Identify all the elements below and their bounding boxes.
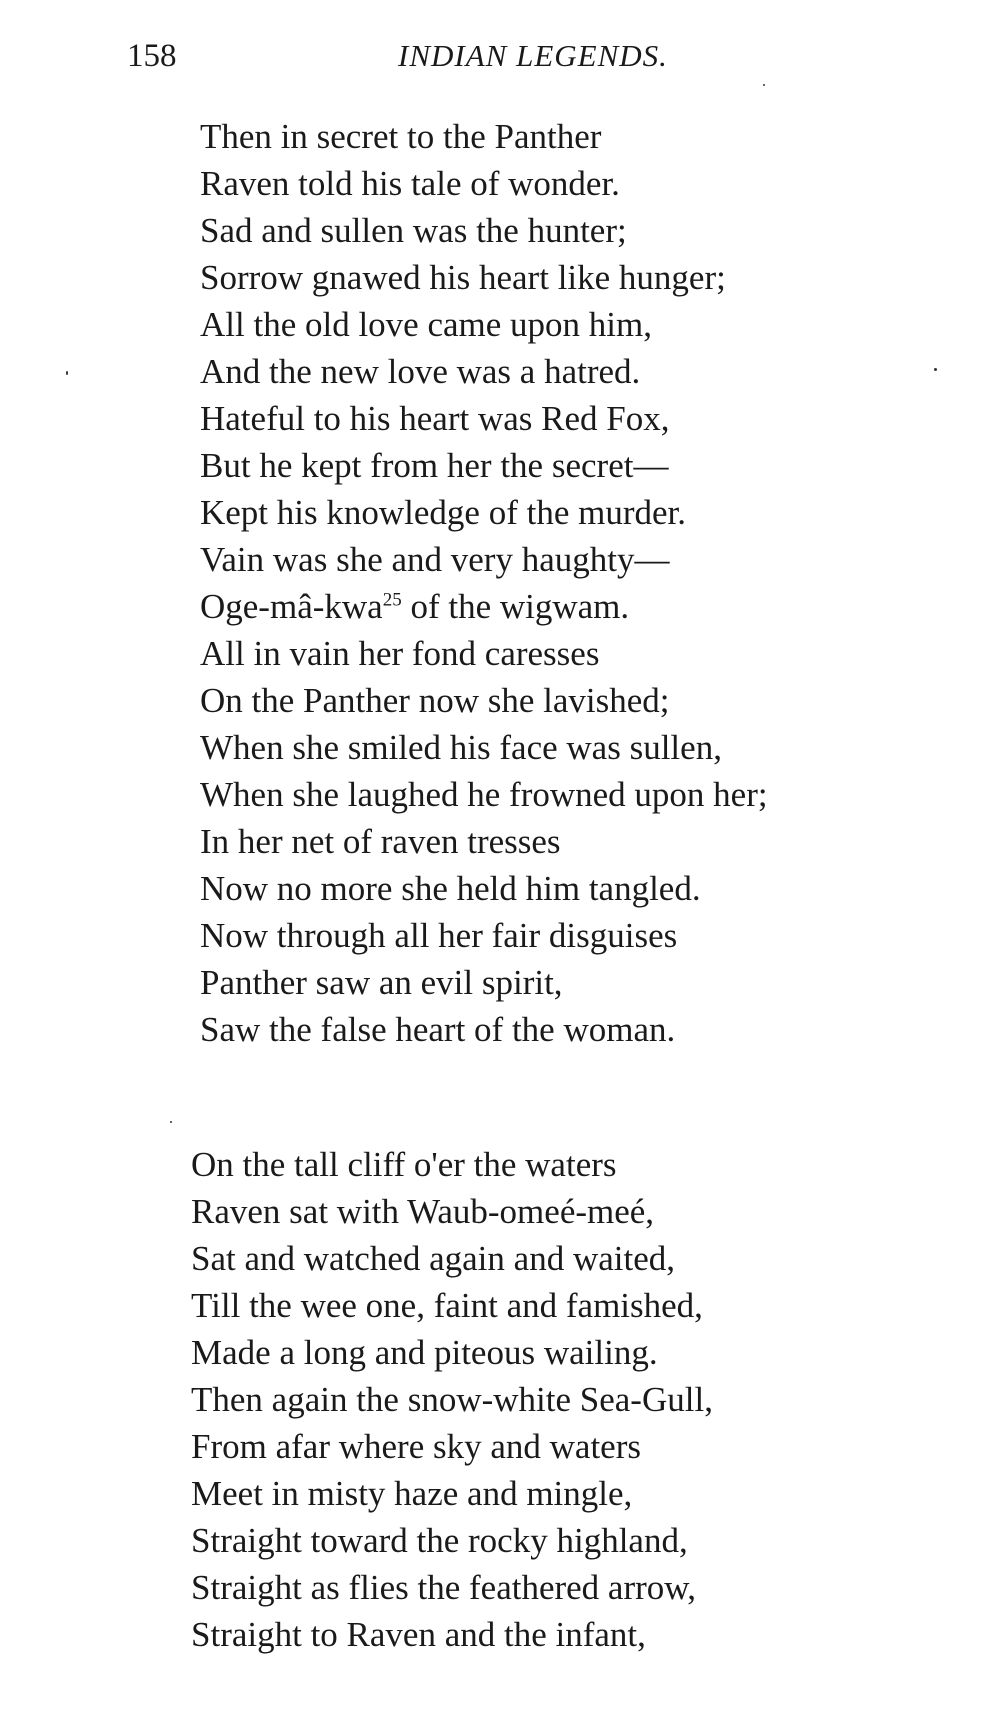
verse-line: Then in secret to the Panther bbox=[200, 117, 602, 156]
page-number: 158 bbox=[127, 38, 177, 74]
verse-text: of the wigwam. bbox=[401, 587, 630, 626]
verse-line: Meet in misty haze and mingle, bbox=[191, 1474, 633, 1513]
verse-line: Straight to Raven and the infant, bbox=[191, 1615, 646, 1654]
verse-line: On the Panther now she lavished; bbox=[200, 681, 670, 720]
verse-line: Hateful to his heart was Red Fox, bbox=[200, 399, 670, 438]
verse-line: Raven sat with Waub-omeé-meé, bbox=[191, 1192, 655, 1231]
verse-line: On the tall cliff o'er the waters bbox=[191, 1145, 617, 1184]
footnote-reference: 25 bbox=[382, 589, 402, 611]
verse-line: All the old love came upon him, bbox=[200, 305, 652, 344]
verse-text: Oge-mâ-kwa bbox=[200, 587, 383, 626]
verse-line: Sorrow gnawed his heart like hunger; bbox=[200, 258, 726, 297]
verse-line: Panther saw an evil spirit, bbox=[200, 963, 563, 1002]
verse-line: Sad and sullen was the hunter; bbox=[200, 211, 627, 250]
verse-line: Then again the snow-white Sea-Gull, bbox=[191, 1380, 713, 1419]
verse-line: When she smiled his face was sullen, bbox=[200, 728, 722, 767]
verse-line: Straight as flies the feathered arrow, bbox=[191, 1568, 697, 1607]
verse-line: Now through all her fair disguises bbox=[200, 916, 678, 955]
verse-line: From afar where sky and waters bbox=[191, 1427, 641, 1466]
verse-line: Sat and watched again and waited, bbox=[191, 1239, 675, 1278]
verse-line: Vain was she and very haughty— bbox=[200, 540, 670, 579]
verse-line: And the new love was a hatred. bbox=[200, 352, 641, 391]
paper-speck bbox=[66, 371, 68, 375]
paper-speck bbox=[763, 84, 765, 86]
verse-line: All in vain her fond caresses bbox=[200, 634, 600, 673]
stanza bbox=[191, 1141, 713, 1658]
verse-line: Made a long and piteous wailing. bbox=[191, 1333, 658, 1372]
paper-speck bbox=[170, 1121, 172, 1123]
running-title: INDIAN LEGENDS. bbox=[398, 38, 668, 73]
verse-line-with-footnote bbox=[200, 583, 768, 630]
verse-line: When she laughed he frowned upon her; bbox=[200, 775, 768, 814]
stanza bbox=[200, 113, 768, 1053]
verse-line: Kept his knowledge of the murder. bbox=[200, 493, 687, 532]
verse-line: Saw the false heart of the woman. bbox=[200, 1010, 676, 1049]
verse-line: In her net of raven tresses bbox=[200, 822, 561, 861]
verse-line: Till the wee one, faint and famished, bbox=[191, 1286, 703, 1325]
paper-speck bbox=[934, 368, 937, 371]
verse-line: Raven told his tale of wonder. bbox=[200, 164, 620, 203]
verse-line: Now no more she held him tangled. bbox=[200, 869, 701, 908]
verse-line: Straight toward the rocky highland, bbox=[191, 1521, 688, 1560]
verse-line: But he kept from her the secret— bbox=[200, 446, 669, 485]
